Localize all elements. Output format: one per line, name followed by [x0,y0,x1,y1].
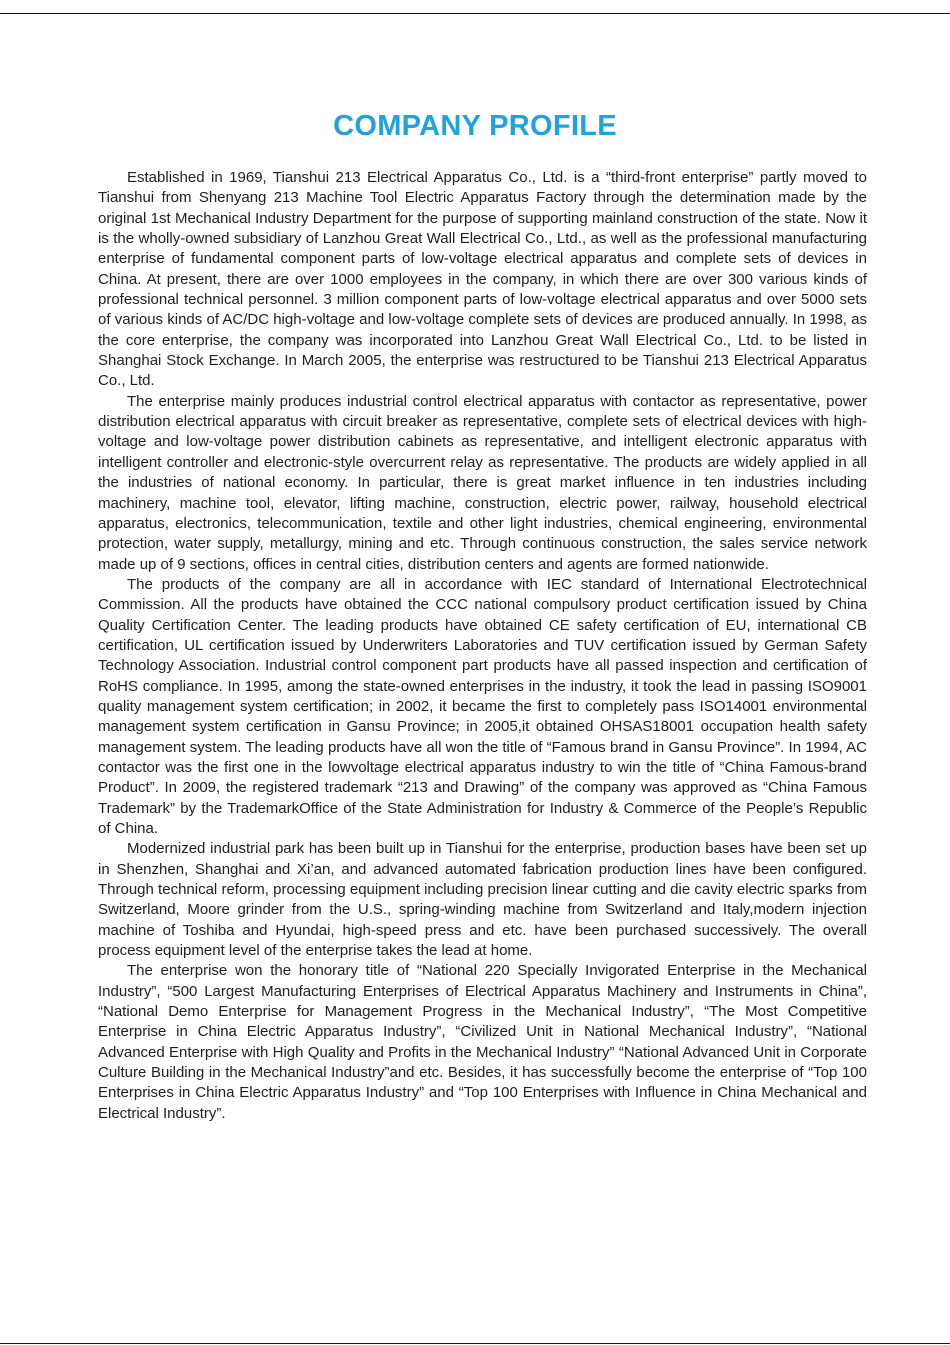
paragraph-honors: The enterprise won the honorary title of “National 220 Specially Invigorated Enterprise in the Mechanical Industry”, “500 Largest Manufacturing Enterprises of Electrical Apparatus Machinery and Instruments in China”, “National Demo Enterprise for Management Progress in the Mechanical Industry”, “The Most Competitive Enterprise in China Electric Apparatus Industry”, “Civilized Unit in National Mechanical Industry”, “National Advanced Enterprise with High Quality and Profits in the Mechanical Industry” “National Advanced Unit in Corporate Culture Building in the Mechanical Industry”and etc. Besides, it has successfully become the enterprise of “Top 100 Enterprises in China Electric Apparatus Industry” and “Top 100 Enterprises with Influence in China Mechanical and Electrical Industry”. [98,962,867,1122]
profile-body [98,168,867,1124]
paragraph-products: The enterprise mainly produces industrial control electrical apparatus with contactor as representative, power distribution electrical apparatus with circuit breaker as representative, complete sets of electrical devices with high-voltage and low-voltage power distribution cabinets as representative, and intelligent electronic apparatus with intelligent controller and electronic-style overcurrent relay as representative. The products are widely applied in all the industries of national economy. In particular, there is great market influence in ten industries including machinery, machine tool, elevator, lifting machine, construction, electric power, railway, household electrical apparatus, electronics, telecommunication, textile and other light industries, chemical engineering, environmental protection, water supply, metallurgy, mining and etc. Through continuous construction, the sales service network made up of 9 sections, offices in central cities, distribution centers and agents are formed nationwide. [98,392,867,573]
paragraph-facilities: Modernized industrial park has been built up in Tianshui for the enterprise, production bases have been set up in Shenzhen, Shanghai and Xi’an, and advanced automated fabrication production lines have been configured. Through technical reform, processing equipment including precision linear cutting and die cavity electric sparks from Switzerland, Moore grinder from the U.S., spring-winding machine from Switzerland and Italy,modern injection machine of Toshiba and Hyundai, high-speed press and etc. have been purchased successively. The overall process equipment level of the enterprise takes the lead at home. [98,840,867,960]
paragraph-founding: Established in 1969, Tianshui 213 Electrical Apparatus Co., Ltd. is a “third-front enterprise” partly moved to Tianshui from Shenyang 213 Machine Tool Electric Apparatus Factory through the determination made by the original 1st Mechanical Industry Department for the purpose of supporting mainland construction of the state. Now it is the wholly-owned subsidiary of Lanzhou Great Wall Electrical Co., Ltd., as well as the professional manufacturing enterprise of fundamental component parts of low-voltage electrical apparatus and complete sets of devices in China. At present, there are over 1000 employees in the company, in which there are over 300 various kinds of professional technical personnel. 3 million component parts of low-voltage electrical apparatus and over 5000 sets of various kinds of AC/DC high-voltage and low-voltage complete sets of devices are produced annually. In 1998, as the core enterprise, the company was incorporated into Lanzhou Great Wall Electrical Co., Ltd. to be listed in Shanghai Stock Exchange. In March 2005, the enterprise was restructured to be Tianshui 213 Electrical Apparatus Co., Ltd. [98,169,867,390]
top-rule [0,13,950,14]
bottom-rule [0,1343,950,1344]
paragraph-certifications: The products of the company are all in accordance with IEC standard of International Electrotechnical Commission. All the products have obtained the CCC national compulsory product certification issued by China Quality Certification Center. The leading products have obtained CE safety certification of EU, international CB certification, UL certification issued by Underwriters Laboratories and TUV certification issued by German Safety Technology Association. Industrial control component part products have all passed inspection and certification of RoHS compliance. In 1995, among the state-owned enterprises in the industry, it took the lead in passing ISO9001 quality management system certification; in 2002, it became the first to completely pass ISO14001 environmental management system certification in Gansu Province; in 2005,it obtained OHSAS18001 occupation health safety management system. The leading products have all won the title of “Famous brand in Gansu Province”. In 1994, AC contactor was the first one in the lowvoltage electrical apparatus industry to win the title of “China Famous-brand Product”. In 2009, the registered trademark “213 and Drawing” of the company was approved as “China Famous Trademark” by the TrademarkOffice of the State Administration for Industry & Commerce of the People’s Republic of China. [98,575,867,837]
page-title: COMPANY PROFILE [333,110,617,142]
